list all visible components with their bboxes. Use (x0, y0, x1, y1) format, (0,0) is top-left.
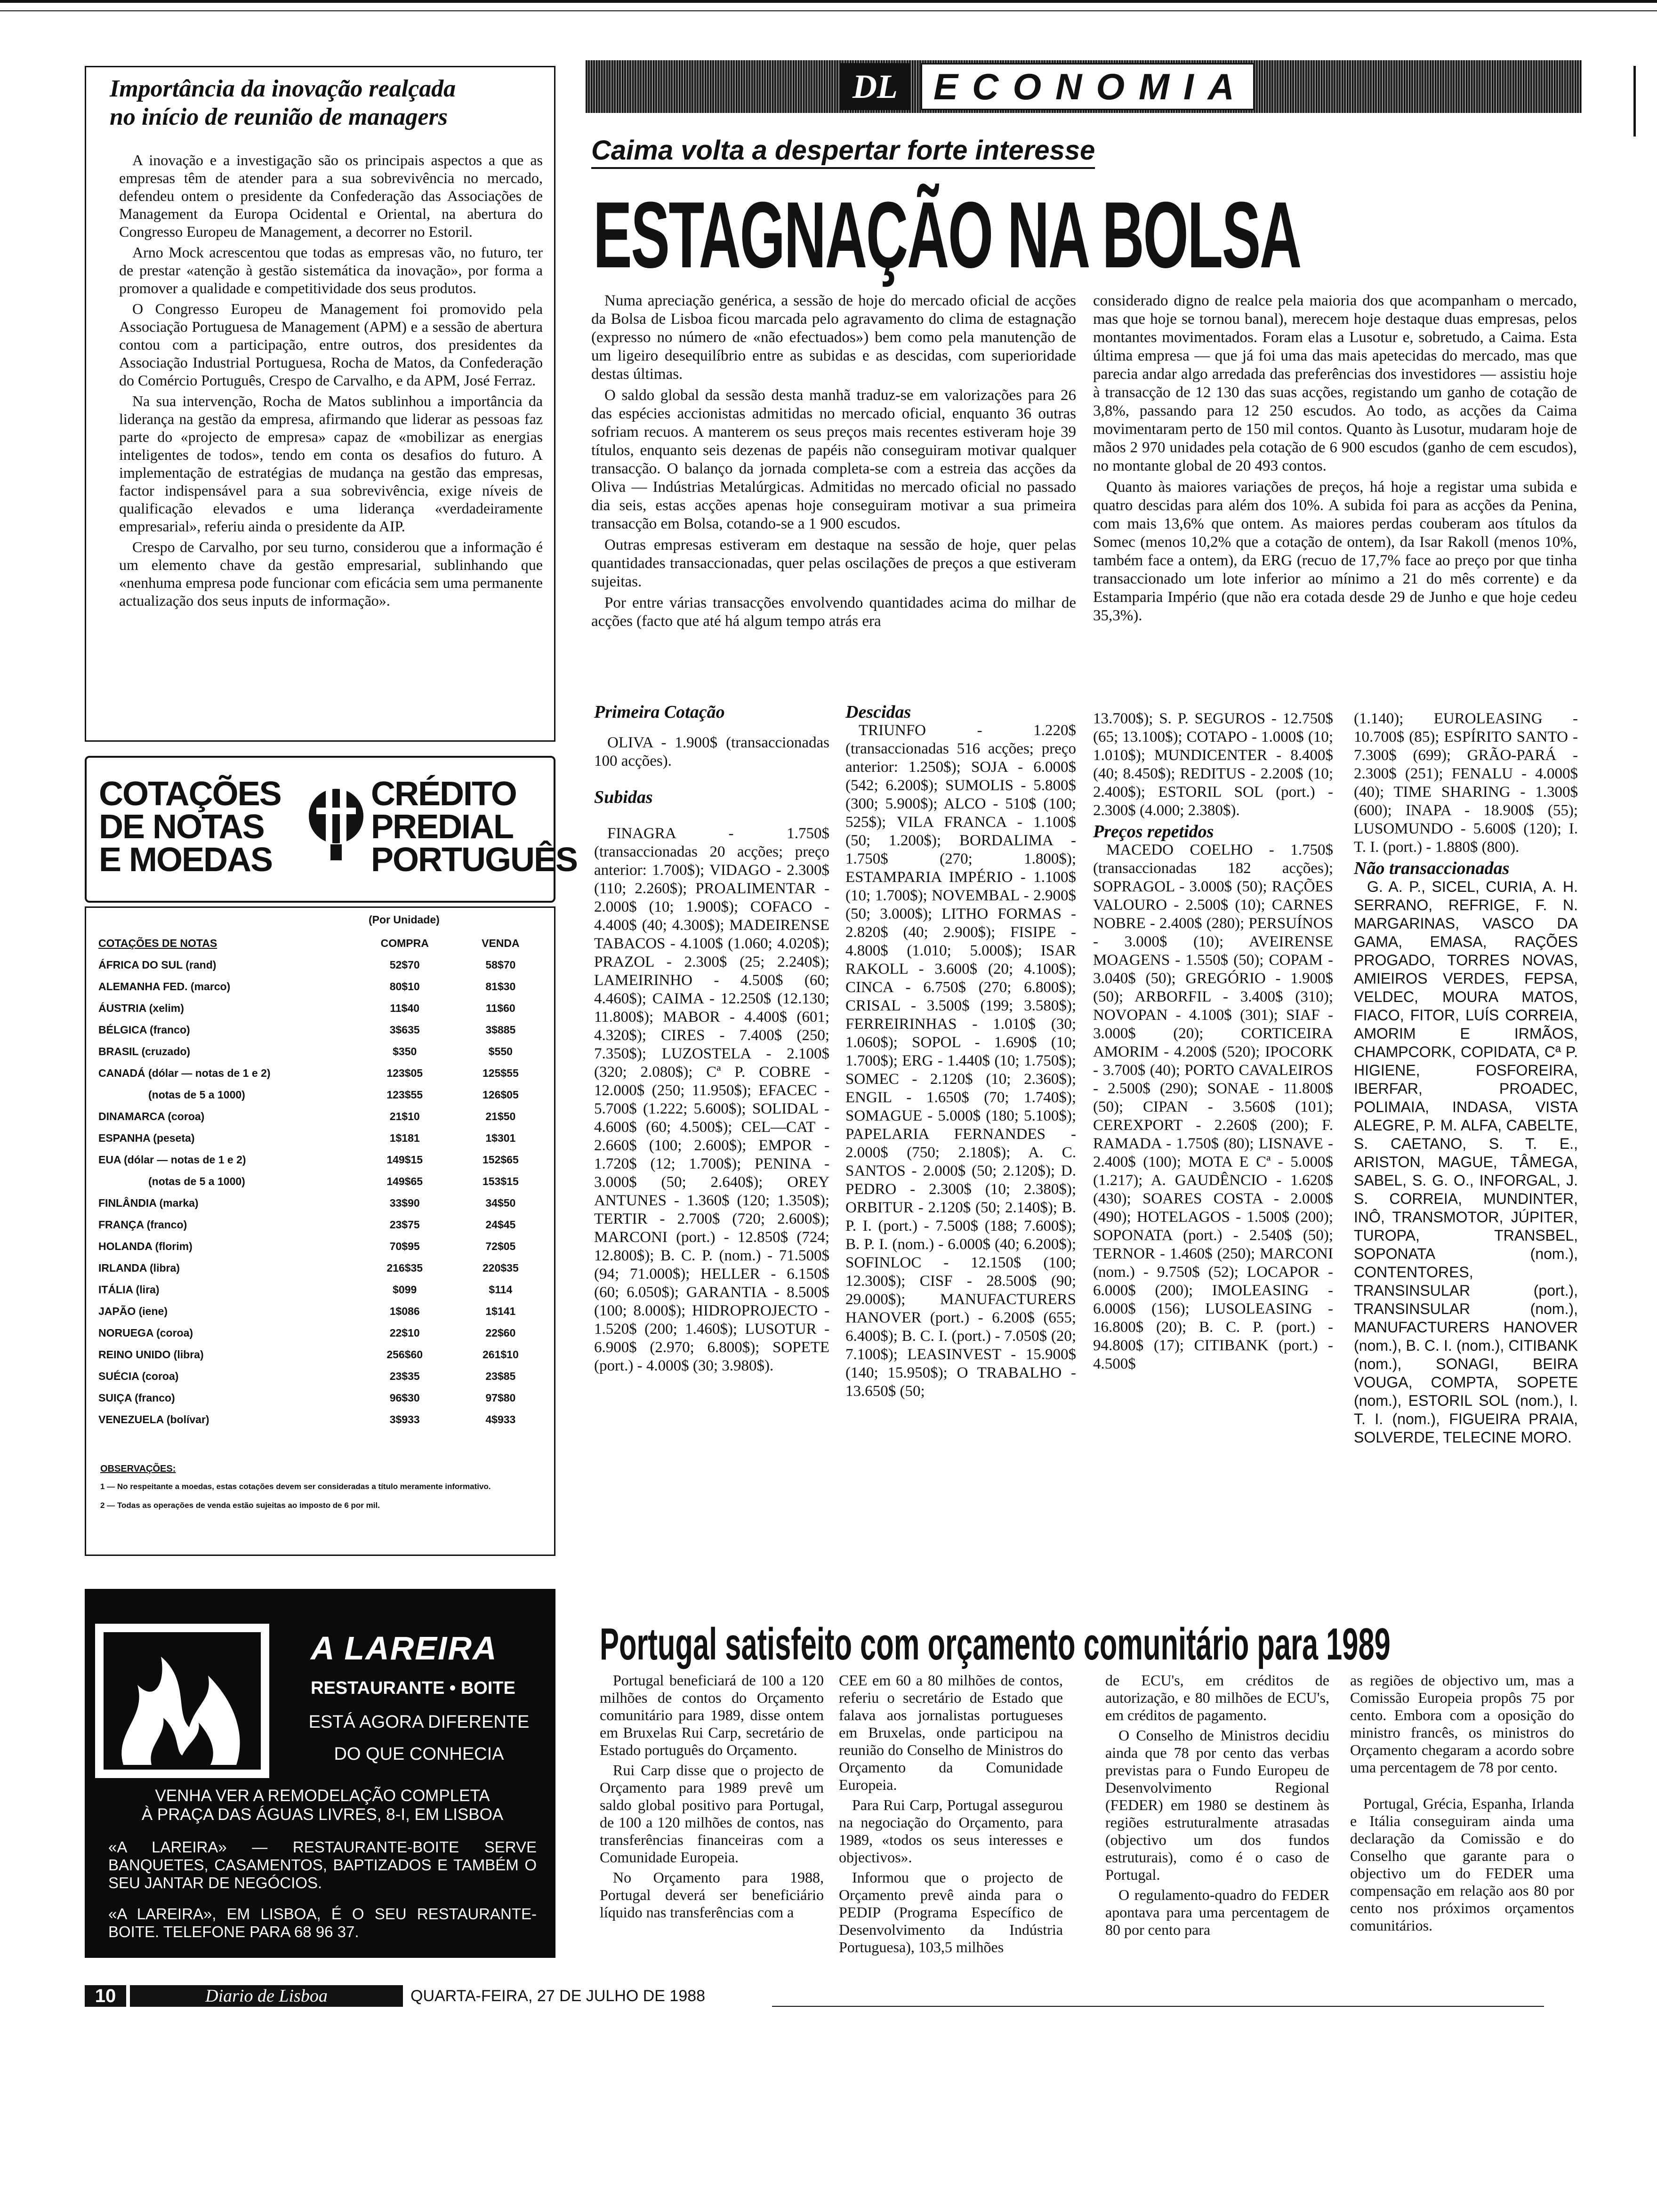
quotes-currency: ÁUSTRIA (xelim) (98, 1002, 184, 1014)
ad-tagline: RESTAURANTE • BOITE (311, 1678, 515, 1698)
quotes-currency: ITÁLIA (lira) (98, 1283, 160, 1296)
article-kicker: Caima volta a despertar forte interesse (591, 135, 1095, 169)
listing-nao: G. A. P., SICEL, CURIA, A. H. SERRANO, REFRIGE, F. N. MARGARINAS, VASCO DA GAMA, EMASA, RAÇÕES PROGADO, TORRES NOVAS, AMIEIROS VERDES, FEPSA, VELDEC, MOURA MATOS, FIACO, FITOR, LUÍS CORREIA, AMORIM E IRMÃOS, CHAMPCORK, COPIDATA, Cª P. HIGIENE, FOSFOREIRA, IBERFAR, PROADEC, POLIMAIA, INDASA, VISTA ALEGRE, P. M. ALFA, CABELTE, S. CAETANO, S. T. E., ARISTON, MAGUE, TÂMEGA, SABEL, S. G. O., INFORGAL, J. S. CORREIA, MUNDINTER, INÔ, TRANSMOTOR, JÚPITER, TUROPA, TRANSBEL, SOPONATA (nom.), CONTENTORES, TRANSINSULAR (port.), TRANSINSULAR (nom.), MANUFACTURERS HANOVER (nom.), B. C. I. (nom.), CITIBANK (nom.), SONAGI, BEIRA VOUGA, COMPTA, SOPETE (nom.), ESTORIL SOL (nom.), I. T. I. (nom.), FIGUEIRA PRAIA, SOLVERDE, TELECINE MORO. (1354, 878, 1578, 1446)
quotes-row (97, 1279, 548, 1300)
quotes-row (97, 1214, 548, 1235)
quotes-currency: NORUEGA (coroa) (98, 1326, 193, 1339)
main-col2 (1093, 292, 1577, 628)
quotes-buy-value: 3$933 (389, 1413, 420, 1426)
main-paragraph: Outras empresas estiveram em destaque na sessão de hoje, quer pelas quantidades transaccionadas, quer pelas oscilações de preços a que estiveram sujeitas. (591, 537, 1076, 590)
quotes-buy-value: 80$10 (389, 980, 420, 993)
quotes-buy-value: $099 (393, 1283, 417, 1296)
innovation-paragraph: Crespo de Carvalho, por seu turno, considerou que a informação é um elemento chave da gestão empresarial, sublinhando que «nenhuma empresa pode funcionar com eficácia sem uma permanente actualização dos seus inputs de informação». (119, 538, 543, 609)
quotes-buy-value: 21$10 (389, 1110, 420, 1122)
quotes-col-name: COTAÇÕES DE NOTAS (98, 937, 217, 949)
quotes-buy-value: 70$95 (389, 1240, 420, 1252)
quotes-row (97, 1106, 548, 1127)
quotes-sell-value: 1$301 (485, 1131, 516, 1144)
ad-line1: ESTÁ AGORA DIFERENTE (308, 1712, 530, 1732)
innovation-title (110, 75, 543, 131)
quotes-row (97, 1365, 548, 1387)
budget-col2 (839, 1672, 1063, 1959)
quotes-title-left (99, 775, 281, 879)
lareira-ad (85, 1589, 555, 1958)
quotes-buy-value: 216$35 (386, 1261, 423, 1274)
listing-descidas: TRIUNFO - 1.220$ (transaccionadas 516 acções; preço anterior: 1.250$); SOJA - 6.000$ (542; 6.200$); SUMOLIS - 5.800$ (300; 5.900$); ALCO - 510$ (100; 525$); VILA FRANCA - 1.100$ (50; 1.200$); BORDALIMA - 1.750$ (270; 1.800$); ESTAMPARIA IMPÉRIO - 1.100$ (10; 1.700$); NOVEMBAL - 2.900$ (50; 3.000$); LITHO FORMAS - 2.820$ (40; 2.900$); FISIPE - 4.800$ (1.010; 5.000$); ISAR RAKOLL - 3.600$ (20; 4.100$); CINCA - 6.750$ (270; 6.800$); CRISAL - 3.500$ (199; 3.580$); FERREIRINHAS - 1.010$ (30; 1.060$); SOPOL - 1.690$ (10; 1.700$); ERG - 1.440$ (10; 1.750$); SOMEC - 2.120$ (10; 2.360$); ENGIL - 1.650$ (70; 1.740$); SOMAGUE - 5.000$ (180; 5.100$); PAPELARIA FERNANDES - 2.000$ (750; 2.180$); A. C. SANTOS - 2.000$ (50; 2.120$); D. PEDRO - 2.300$ (10; 2.380$); ORBITUR - 2.120$ (50; 2.140$); B. P. I. (port.) - 7.500$ (188; 7.600$); B. P. I. (nom.) - 6.000$ (40; 6.200$); SOFINLOC - 12.150$ (100; 12.300$); CISF - 28.500$ (90; 29.000$); MANUFACTURERS HANOVER (port.) - 6.200$ (655; 6.400$); B. C. I. (port.) - 7.050$ (20; 7.100$); LEASINVEST - 15.900$ (140; 15.950$); O TRABALHO - 13.650$ (50; (845, 722, 1076, 1400)
quotes-buy-value: 256$60 (386, 1348, 423, 1361)
quotes-currency: SUIÇA (franco) (98, 1391, 175, 1404)
quotes-obs-2: 2 — Todas as operações de venda estão sujeitas ao imposto de 6 por mil. (100, 1501, 380, 1510)
quotes-sell-value: 22$60 (485, 1326, 516, 1339)
heading-subidas: Subidas (594, 787, 653, 807)
quotes-buy-value: 1$181 (389, 1131, 420, 1144)
quotes-row (97, 1300, 548, 1322)
quotes-sell-value: 261$10 (483, 1348, 519, 1361)
quotes-buy-value: 149$15 (386, 1153, 423, 1166)
budget-paragraph: No Orçamento para 1988, Portugal deverá ser beneficiário líquido nas transferências com a (600, 1869, 824, 1921)
innovation-article-box (85, 66, 555, 742)
quotes-title-right-line: CRÉDITO (371, 775, 516, 813)
quotes-row (97, 1019, 548, 1041)
heading-nao: Não transaccionadas (1354, 858, 1510, 878)
quotes-sell-value: 97$80 (485, 1391, 516, 1404)
main-paragraph: Numa apreciação genérica, a sessão de hoje do mercado oficial de acções da Bolsa de Lisboa ficou marcada pelo agravamento do clima de estagnação (expresso no número de «não efectuados») bem como pela manutenção de um ligeiro desequilíbrio entre as subidas e as descidas, com superioridade destas últimas. (591, 292, 1076, 383)
listing-col2 (845, 703, 1076, 1403)
quotes-sell-value: 72$05 (485, 1240, 516, 1252)
quotes-buy-value: 96$30 (389, 1391, 420, 1404)
quotes-currency: SUÉCIA (coroa) (98, 1370, 179, 1382)
quotes-row (97, 1084, 548, 1106)
quotes-currency: (notas de 5 a 1000) (148, 1088, 245, 1101)
listing-subidas: FINAGRA - 1.750$ (transaccionadas 20 acções; preço anterior: 1.700$); VIDAGO - 2.300$ (110; 2.260$); PROALIMENTAR - 2.000$ (10; 1.900$); COFACO - 4.400$ (40; 4.300$); MADEIRENSE TABACOS - 4.100$ (1.060; 4.020$); PRAZOL - 2.300$ (25; 2.240$); LAMEIRINHO - 4.500$ (60; 4.460$); CAIMA - 12.250$ (12.130; 11.800$); MABOR - 4.400$ (601; 4.320$); CIRES - 7.400$ (250; 7.350$); LUZOSTELA - 2.100$ (320; 2.080$); Cª P. COBRE - 12.000$ (250; 11.950$); EFACEC - 5.700$ (1.222; 5.600$); SOLIDAL - 4.600$ (60; 4.500$); CEL—CAT - 2.660$ (100; 2.600$); EMPOR - 1.720$ (12; 1.700$); PENINA - 3.000$ (50; 2.640$); OREY ANTUNES - 1.360$ (120; 1.350$); TERTIR - 2.700$ (720; 2.600$); MARCONI (port.) - 12.850$ (724; 12.800$); B. C. P. (nom.) - 71.500$ (94; 71.000$); HELLER - 6.150$ (60; 6.050$); GARANTIA - 8.500$ (100; 8.000$); HIDROPROJECTO - 1.520$ (200; 1.460$); LUSOTUR - 6.900$ (2.970; 6.800$); SOPETE (port.) - 4.000$ (30; 3.980$). (594, 825, 829, 1374)
quotes-sell-value: 81$30 (485, 980, 516, 993)
budget-paragraph: O regulamento-quadro do FEDER apontava para uma percentagem de 80 por cento para (1105, 1886, 1329, 1938)
section-logo-text: DL (841, 64, 909, 109)
quotes-currency: REINO UNIDO (libra) (98, 1348, 204, 1361)
quotes-row (97, 1127, 548, 1149)
budget-col1 (600, 1672, 824, 1924)
quotes-sell-value: 21$50 (485, 1110, 516, 1122)
quotes-row (97, 1041, 548, 1062)
quotes-sell-value: 4$933 (485, 1413, 516, 1426)
quotes-sell-value: 152$65 (483, 1153, 519, 1166)
quotes-col-buy: COMPRA (380, 937, 429, 949)
right-edge-rule (1633, 66, 1636, 136)
section-header-band (586, 60, 1582, 113)
quotes-currency: (notas de 5 a 1000) (148, 1175, 245, 1187)
quotes-title-left-line: COTAÇÕES (99, 775, 281, 813)
ad-para2: «A LAREIRA», EM LISBOA, É O SEU RESTAURANTE-BOITE. TELEFONE PARA 68 96 37. (108, 1905, 537, 1940)
quotes-sell-value: 23$85 (485, 1370, 516, 1382)
quotes-title-right-line: PREDIAL (371, 808, 514, 846)
heading-descidas: Descidas (845, 702, 911, 722)
quotes-row (97, 997, 548, 1019)
quotes-buy-value: 33$90 (389, 1196, 420, 1209)
innovation-body (119, 151, 543, 612)
quotes-sell-value: 126$05 (483, 1088, 519, 1101)
quotes-currency: FINLÂNDIA (marka) (98, 1196, 199, 1209)
page-footer (85, 1985, 772, 2007)
innovation-paragraph: O Congresso Europeu de Management foi promovido pela Associação Portuguesa de Management (APM) e a sessão de abertura contou com a participação, entre outros, dos presidentes da Associação Industrial Portuguesa, Rocha de Matos, da Confederação do Comércio Português, Crespo de Carvalho, e da APM, José Ferraz. (119, 300, 543, 389)
budget-paragraph: Rui Carp disse que o projecto de Orçamento para 1989 prevê um saldo global positivo para Portugal, de 100 a 120 milhões de contos, nas transferências financeiras com a Comunidade Europeia. (600, 1762, 824, 1866)
quotes-sell-value: $114 (489, 1283, 513, 1296)
quotes-buy-value: 3$635 (389, 1023, 420, 1036)
quotes-currency: BRASIL (cruzado) (98, 1045, 191, 1058)
quotes-row (97, 1344, 548, 1365)
top-rule-thin (0, 10, 1657, 11)
quotes-row (97, 976, 548, 997)
quotes-currency: FRANÇA (franco) (98, 1218, 187, 1231)
quotes-currency: BÉLGICA (franco) (98, 1023, 190, 1036)
quotes-sell-value: 11$60 (486, 1002, 515, 1014)
main-col1 (591, 292, 1076, 633)
main-paragraph: Quanto às maiores variações de preços, há hoje a registar uma subida e quatro descidas para além dos 10%. A subida foi para as acções da Penina, com mais 13,6% que ontem. As maiores perdas couberam aos títulos da Somec (menos 10,2% que a cotação de ontem), da Isar Rakoll (menos 10%, também face a ontem), da ERG (recuo de 17,7% face ao preço por que tinha transaccionado um lote inferior ao mínimo a 21 do mês corrente) e da Estamparia Império (que não era cotada desde 29 de Junho e que hoje cedeu 35,3%). (1093, 479, 1577, 624)
section-name-text: ECONOMIA (933, 66, 1248, 107)
fire-logo-icon (95, 1624, 269, 1778)
innovation-title-line1: Importância da inovação realçada (110, 75, 456, 102)
quotes-row (97, 1322, 548, 1344)
main-paragraph: Por entre várias transacções envolvendo quantidades acima do milhar de acções (facto que até há algum tempo atrás era (591, 594, 1076, 630)
quotes-currency: EUA (dólar — notas de 1 e 2) (98, 1153, 246, 1166)
quotes-title-box (85, 756, 578, 903)
quotes-buy-value: $350 (393, 1045, 417, 1058)
quotes-per-unit: (Por Unidade) (369, 914, 440, 926)
quotes-currency: HOLANDA (florim) (98, 1240, 193, 1252)
quotes-row (97, 1409, 548, 1430)
footer-rule (772, 2006, 1544, 2007)
quotes-buy-value: 23$35 (389, 1370, 420, 1382)
footer-date: QUARTA-FEIRA, 27 DE JULHO DE 1988 (410, 1987, 706, 2005)
quotes-sell-value: 1$141 (485, 1305, 516, 1317)
quotes-col-sell: VENDA (482, 937, 520, 949)
quotes-header-row (97, 932, 548, 954)
quotes-sell-value: 3$885 (485, 1023, 516, 1036)
ad-para1: «A LAREIRA» — RESTAURANTE-BOITE SERVE BANQUETES, CASAMENTOS, BAPTIZADOS E TAMBÉM O SEU JANTAR DE NEGÓCIOS. (108, 1838, 537, 1891)
quotes-buy-value: 123$55 (386, 1088, 423, 1101)
quotes-currency: DINAMARCA (coroa) (98, 1110, 205, 1122)
quotes-sell-value: 153$15 (483, 1175, 519, 1187)
quotes-row (97, 1062, 548, 1084)
ad-line2: DO QUE CONHECIA (334, 1744, 504, 1764)
ad-visit-line2: À PRAÇA DAS ÁGUAS LIVRES, 8-I, EM LISBOA (141, 1805, 504, 1824)
quotes-row (97, 1235, 548, 1257)
budget-paragraph: Para Rui Carp, Portugal assegurou na negociação do Orçamento, para 1989, «todos os seus interesses e objectivos». (839, 1796, 1063, 1866)
quotes-obs-1: 1 — No respeitante a moedas, estas cotações devem ser consideradas a título meramente informativo. (100, 1482, 491, 1491)
innovation-paragraph: A inovação e a investigação são os principais aspectos a que as empresas têm de atender para a sua sobrevivência no mercado, defendeu ontem o presidente da Confederação das Associações de Management da Europa Ocidental e Oriental, na abertura do Congresso Europeu de Management, a decorrer no Estoril. (119, 152, 543, 240)
main-paragraph: O saldo global da sessão desta manhã traduz-se em valorizações para 26 das espécies accionistas admitidas no mercado oficial, enquanto 36 outras sofriam recuos. A manterem os seus preços mais recentes estiveram hoje 39 títulos, enquanto seis dezenas de papéis não conseguiram motivar qualquer transacção. O balanço da jornada completa-se com a estreia das acções da Oliva — Indústrias Metalúrgicas. Admitidas no mercado oficial no passado dia seis, estas acções apenas hoje conseguiram motivar a sua primeira transacção em Bolsa, cotando-se a 1 900 escudos. (591, 387, 1076, 532)
quotes-currency: ÁFRICA DO SUL (rand) (98, 958, 217, 971)
quotes-currency: CANADÁ (dólar — notas de 1 e 2) (98, 1066, 271, 1079)
quotes-title-left-line: E MOEDAS (99, 841, 273, 879)
quotes-title-left-line: DE NOTAS (99, 808, 264, 846)
listing-col3 (1093, 710, 1333, 1376)
newspaper-name: Diario de Lisboa (130, 1985, 403, 2007)
listing-col1 (594, 703, 829, 1378)
innovation-title-line2: no início de reunião de managers (110, 104, 448, 130)
quotes-obs-title: OBSERVAÇÕES: (100, 1464, 176, 1474)
budget-paragraph: Portugal, Grécia, Espanha, Irlanda e Itália conseguiram ainda uma declaração da Comissão e do Conselho que garante para o objectivo um do FEDER uma compensação em relação aos 80 por cento nos próximos orçamentos comunitários. (1350, 1795, 1574, 1934)
quotes-buy-value: 52$70 (389, 958, 420, 971)
heading-primeira: Primeira Cotação (594, 702, 725, 722)
quotes-row (97, 1192, 548, 1214)
quotes-buy-value: 149$65 (386, 1175, 423, 1187)
listing-repetidos-cont: (1.140); EUROLEASING - 10.700$ (85); ESPÍRITO SANTO - 7.300$ (699); GRÃO-PARÁ - 2.300$ (251); FENALU - 4.000$ (40); TIME SHARING - 1.300$ (600); INAPA - 18.900$ (55); LUSOMUNDO - 5.600$ (120); I. T. I. (port.) - 1.880$ (800). (1354, 710, 1578, 856)
quotes-title-right (371, 775, 578, 879)
innovation-paragraph: Arno Mock acrescentou que todas as empresas vão, no futuro, ter de prestar «atenção à gestão sistemática da inovação», por forma a promover a qualidade e competitividade dos seus produtos. (119, 244, 543, 297)
quotes-row (97, 1387, 548, 1409)
budget-col4 (1350, 1672, 1574, 1937)
credito-predial-logo-icon (307, 778, 365, 863)
quotes-buy-value: 11$40 (390, 1002, 420, 1014)
quotes-sell-value: 58$70 (485, 958, 516, 971)
quotes-buy-value: 23$75 (389, 1218, 420, 1231)
quotes-row (97, 1149, 548, 1170)
main-paragraph: considerado digno de realce pela maioria dos que acompanham o mercado, mas que hoje se tornou banal), merecem hoje destaque duas empresas, pelos montantes movimentados. Foram elas a Lusotur e, sobretudo, a Caima. Esta última empresa — que já foi uma das mais apetecidas do mercado, mas que parecia andar algo arredada das preferências dos investidores — assistiu hoje à transacção de 12 130 das suas acções, registando um ganho de cotação de 3,8%, passando para 12 250 escudos. Ao todo, as acções da Caima movimentaram perto de 150 mil contos. Quanto às Lusotur, mudaram hoje de mãos 2 970 unidades pela cotação de 6 900 escudos (ganho de cem escudos), no montante global de 20 493 contos. (1093, 292, 1577, 474)
quotes-currency: VENEZUELA (bolívar) (98, 1413, 209, 1426)
section-logo (840, 63, 910, 110)
quotes-sell-value: 34$50 (485, 1196, 516, 1209)
quotes-sell-value: 220$35 (483, 1261, 519, 1274)
quotes-row (97, 1257, 548, 1279)
page-number: 10 (85, 1985, 126, 2007)
listing-col4 (1354, 710, 1578, 1450)
budget-paragraph: O Conselho de Ministros decidiu ainda que 78 por cento das verbas previstas para o Fundo Europeu de Desenvolvimento Regional (FEDER) em 1980 se destinem às regiões estruturalmente atrasadas (objectivo um dos fundos estruturais), como é o caso de Portugal. (1105, 1727, 1329, 1883)
listing-primeira: OLIVA - 1.900$ (transaccionadas 100 acções). (594, 734, 829, 769)
budget-paragraph: CEE em 60 a 80 milhões de contos, referiu o secretário de Estado que falava aos jornalistas portugueses em Bruxelas, onde participou na reunião do Conselho de Ministros do Orçamento da Comunidade Europeia. (839, 1672, 1063, 1793)
quotes-table (97, 932, 548, 1430)
quotes-row (97, 954, 548, 976)
quotes-table-box (85, 906, 555, 1556)
quotes-currency: JAPÃO (iene) (98, 1305, 168, 1317)
quotes-currency: ALEMANHA FED. (marco) (98, 980, 231, 993)
ad-visit (108, 1787, 537, 1824)
budget-paragraph: de ECU's, em créditos de autorização, e 80 milhões de ECU's, em créditos de pagamento. (1105, 1672, 1329, 1723)
quotes-observations (100, 1463, 533, 1511)
quotes-sell-value: 125$55 (483, 1066, 519, 1079)
quotes-currency: IRLANDA (libra) (98, 1261, 180, 1274)
budget-paragraph: Informou que o projecto de Orçamento prevê ainda para o PEDIP (Programa Específico de Desenvolvimento da Indústria Portuguesa), 103,5 milhões (839, 1869, 1063, 1956)
innovation-paragraph: Na sua intervenção, Rocha de Matos sublinhou a importância da liderança na gestão da empresa, afirmando que liderar as pessoas faz parte do «projecto de empresa» capaz de «mobilizar as energias inteligentes de todos», tendo em conta os desafios do futuro. A implementação de estratégias de mudança na gestão das empresas, factor indispensável para a sua sobrevivência, exige níveis de qualificação elevados e uma liderança «verdadeiramente empresarial», referiu ainda o presidente da AIP. (119, 393, 543, 535)
heading-repetidos: Preços repetidos (1093, 822, 1214, 842)
top-rule (0, 0, 1657, 3)
quotes-currency: ESPANHA (peseta) (98, 1131, 195, 1144)
ad-visit-line1: VENHA VER A REMODELAÇÃO COMPLETA (155, 1787, 490, 1805)
quotes-sell-value: 24$45 (485, 1218, 516, 1231)
listing-descidas-cont: 13.700$); S. P. SEGUROS - 12.750$ (65; 13.100$); COTAPO - 1.000$ (10; 1.010$); MUNDICENTER - 8.400$ (40; 8.450$); REDITUS - 2.200$ (10; 2.400$); ESTORIL SOL (port.) - 2.300$ (4.000; 2.380$). (1093, 710, 1333, 819)
budget-col3 (1105, 1672, 1329, 1941)
quotes-buy-value: 123$05 (386, 1066, 423, 1079)
quotes-row (97, 1170, 548, 1192)
budget-headline: Portugal satisfeito com orçamento comunitário para 1989 (600, 1619, 1391, 1669)
section-name (921, 63, 1255, 110)
quotes-sell-value: $550 (488, 1045, 513, 1058)
quotes-buy-value: 1$086 (389, 1305, 420, 1317)
quotes-buy-value: 22$10 (389, 1326, 420, 1339)
ad-name: A LAREIRA (311, 1630, 498, 1667)
budget-paragraph: Portugal beneficiará de 100 a 120 milhões de contos do Orçamento comunitário para 1989, disse ontem em Bruxelas Rui Carp, secretário de Estado português do Orçamento. (600, 1672, 824, 1758)
quotes-title-right-line: PORTUGUÊS (371, 841, 578, 879)
main-headline: ESTAGNAÇÃO NA BOLSA (593, 183, 1301, 288)
budget-paragraph: as regiões de objectivo um, mas a Comissão Europeia propôs 75 por cento. Embora com a oposição do ministro francês, os ministros do Orçamento chegaram a acordo sobre uma percentagem de 78 por cento. (1350, 1672, 1574, 1776)
listing-repetidos: MACEDO COELHO - 1.750$ (transaccionadas 182 acções); SOPRAGOL - 3.000$ (50); RAÇÕES VALOURO - 2.500$ (10); CARNES NOBRE - 2.400$ (280); PERSUÍNOS - 3.000$ (10); AVEIRENSE MOAGENS - 1.550$ (50); COPAM - 3.040$ (50); GREGÓRIO - 1.900$ (50); ARBORFIL - 3.400$ (310); NOVOPAN - 4.100$ (301); SIAF - 3.000$ (20); CORTICEIRA AMORIM - 4.200$ (520); IPOCORK - 3.700$ (40); PORTO CAVALEIROS - 2.500$ (290); SONAE - 11.800$ (50); CIPAN - 3.560$ (101); CEREXPORT - 2.260$ (200); F. RAMADA - 1.750$ (80); LISNAVE - 2.400$ (100); MOTA E Cª - 5.000$ (1.217); A. GAUDÊNCIO - 1.620$ (430); SOARES COSTA - 2.000$ (490); HOTELAGOS - 1.500$ (200); SOPONATA (port.) - 2.540$ (50); TERNOR - 1.460$ (250); MARCONI (nom.) - 9.750$ (52); LOCAPOR - 6.000$ (200); IMOLEASING - 6.000$ (156); LUSOLEASING - 16.800$ (20); B. C. P. (port.) - 94.800$ (17); CITIBANK (port.) - 4.500$ (1093, 842, 1333, 1372)
